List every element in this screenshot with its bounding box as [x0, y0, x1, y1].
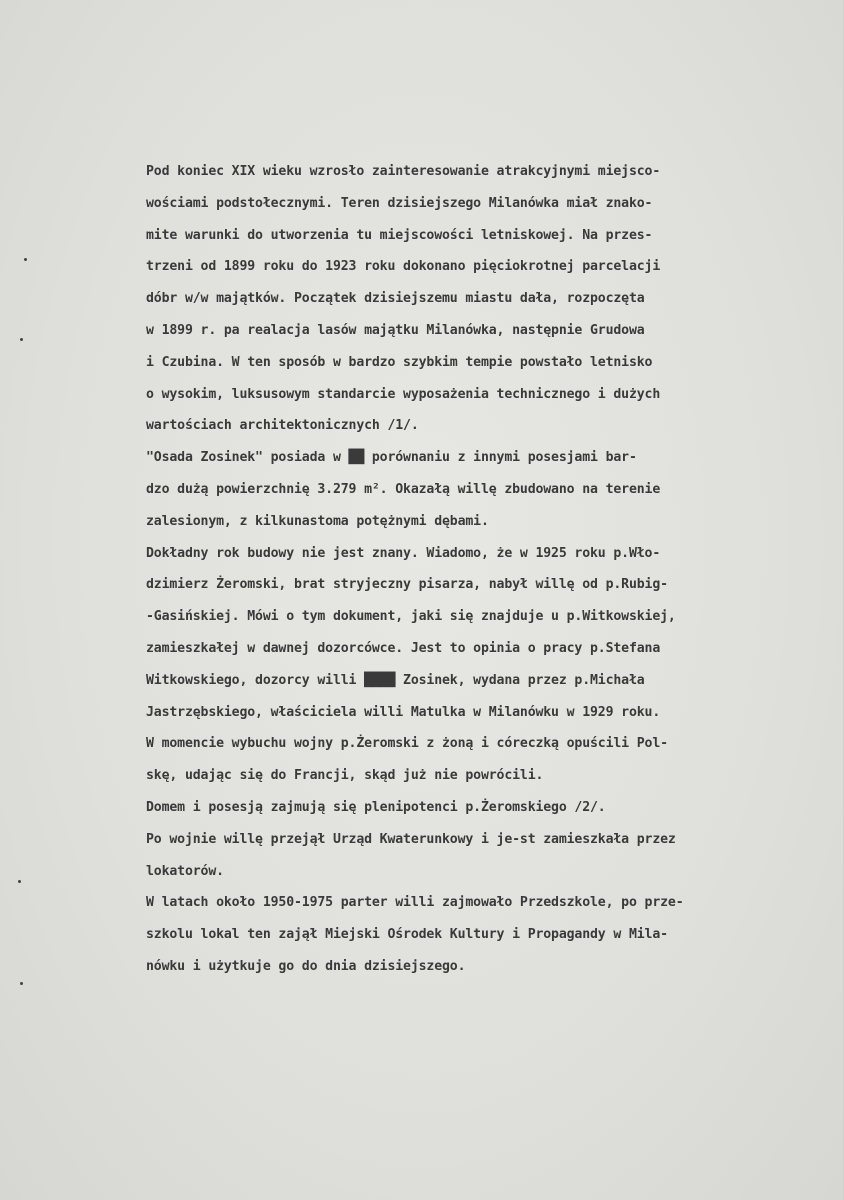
- text-line: zalesionym, z kilkunastoma potężnymi dębami.: [146, 513, 489, 529]
- text-line: w 1899 r. pa realacja lasów majątku Milanówka, następnie Grudowa: [146, 322, 645, 338]
- text-line: "Osada Zosinek" posiada w ██ porównaniu z innymi posesjami bar-: [146, 450, 637, 466]
- text-line: Domem i posesją zajmują się plenipotenci p.Żeromskiego /2/.: [146, 799, 606, 815]
- text-line: i Czubina. W ten sposób w bardzo szybkim tempie powstało letnisko: [146, 354, 653, 370]
- text-line: Pod koniec XIX wieku wzrosło zainteresowanie atrakcyjnymi miejsco-: [146, 164, 661, 179]
- text-line: Dokładny rok budowy nie jest znany. Wiadomo, że w 1925 roku p.Wło-: [146, 545, 661, 561]
- text-line: lokatorów.: [146, 863, 224, 879]
- text-line: Witkowskiego, dozorcy willi ████ Zosinek, wydana przez p.Michała: [146, 672, 645, 688]
- text-line: wartościach architektonicznych /1/.: [146, 418, 419, 434]
- text-line: skę, udając się do Francji, skąd już nie powrócili.: [146, 768, 544, 784]
- text-line: Po wojnie willę przejął Urząd Kwaterunkowy i je-st zamieszkała przez: [146, 831, 676, 847]
- text-line: -Gasińskiej. Mówi o tym dokument, jaki się znajduje u p.Witkowskiej,: [146, 609, 676, 625]
- text-line: dzimierz Żeromski, brat stryjeczny pisarza, nabył willę od p.Rubig-: [146, 577, 668, 593]
- margin-dot: [24, 258, 27, 261]
- margin-dot: [18, 880, 21, 883]
- text-line: szkolu lokal ten zajął Miejski Ośrodek Kultury i Propagandy w Mila-: [146, 927, 668, 943]
- document-body: [146, 156, 840, 983]
- text-line: W latach około 1950-1975 parter willi zajmowało Przedszkole, po prze-: [146, 895, 684, 911]
- text-line: nówku i użytkuje go do dnia dzisiejszego.: [146, 958, 466, 974]
- text-line: trzeni od 1899 roku do 1923 roku dokonano pięciokrotnej parcelacji: [146, 259, 661, 275]
- text-line: dzo dużą powierzchnię 3.279 m². Okazałą willę zbudowano na terenie: [146, 481, 661, 497]
- text-line: W momencie wybuchu wojny p.Żeromski z żoną i córeczką opuścili Pol-: [146, 736, 668, 752]
- text-line: zamieszkałej w dawnej dozorcówce. Jest to opinia o pracy p.Stefana: [146, 640, 661, 656]
- text-line: mite warunki do utworzenia tu miejscowości letniskowej. Na przes-: [146, 227, 653, 243]
- text-line: dóbr w/w majątków. Początek dzisiejszemu miastu dała, rozpoczęta: [146, 291, 645, 307]
- text-line: o wysokim, luksusowym standarcie wyposażenia technicznego i dużych: [146, 386, 661, 402]
- margin-dot: [20, 338, 23, 341]
- margin-dot: [20, 982, 23, 985]
- text-line: Jastrzębskiego, właściciela willi Matulka w Milanówku w 1929 roku.: [146, 704, 661, 720]
- text-line: wościami podstołecznymi. Teren dzisiejszego Milanówka miał znako-: [146, 195, 653, 211]
